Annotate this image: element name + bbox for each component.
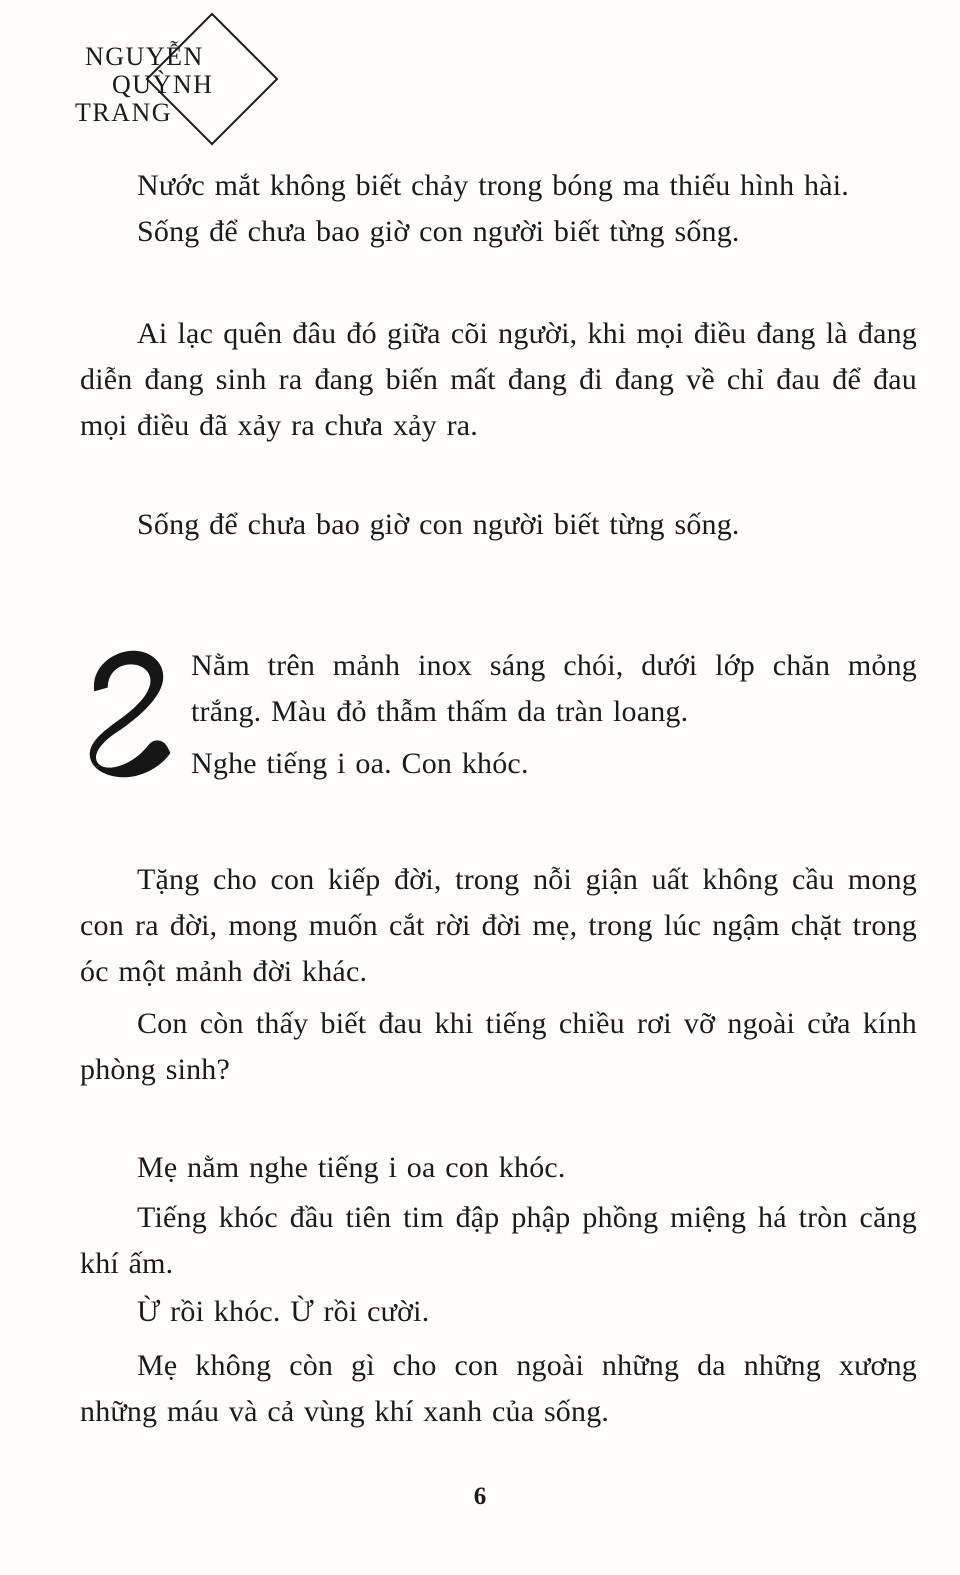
- author-name-line: QUỲNH: [112, 70, 214, 99]
- author-logo: [75, 12, 295, 146]
- paragraph: Sống để chưa bao giờ con người biết từng sống.: [137, 215, 740, 248]
- author-name: [75, 12, 295, 127]
- page-body: [80, 163, 917, 1435]
- page-footer: [0, 1483, 960, 1511]
- paragraph: Sống để chưa bao giờ con người biết từng sống.: [137, 508, 740, 541]
- paragraph: Ai lạc quên đâu đó giữa cõi người, khi mọi điều đang là đang diễn đang sinh ra đang biến mất đang đi đang về chỉ đau để đau mọi điều đã xảy ra chưa xảy ra.: [80, 317, 917, 442]
- numeral-2-icon: [80, 647, 178, 779]
- paragraph: Nằm trên mảnh inox sáng chói, dưới lớp chăn mỏng trắng. Màu đỏ thẫm thấm da tràn loang.: [191, 649, 917, 728]
- paragraph: Mẹ nằm nghe tiếng i oa con khóc.: [137, 1151, 566, 1184]
- paragraph: Nước mắt không biết chảy trong bóng ma thiếu hình hài.: [137, 169, 849, 202]
- section-2: [80, 643, 917, 787]
- paragraph: Con còn thấy biết đau khi tiếng chiều rơi vỡ ngoài cửa kính phòng sinh?: [80, 1007, 917, 1086]
- section-number-dropcap: [80, 647, 178, 779]
- page-number: 6: [473, 1483, 487, 1510]
- paragraph: Nghe tiếng i oa. Con khóc.: [191, 747, 529, 780]
- author-name-line: TRANG: [75, 98, 173, 127]
- paragraph: Tiếng khóc đầu tiên tim đập phập phồng miệng há tròn căng khí ấm.: [80, 1201, 917, 1280]
- paragraph: Tặng cho con kiếp đời, trong nỗi giận uất không cầu mong con ra đời, mong muốn cắt rời đời mẹ, trong lúc ngậm chặt trong óc một mảnh đời khác.: [80, 863, 917, 988]
- paragraph: Mẹ không còn gì cho con ngoài những da những xương những máu và cả vùng khí xanh của sống.: [80, 1349, 917, 1428]
- author-name-line: NGUYỄN: [85, 42, 204, 71]
- paragraph: Ừ rồi khóc. Ừ rồi cười.: [137, 1295, 430, 1328]
